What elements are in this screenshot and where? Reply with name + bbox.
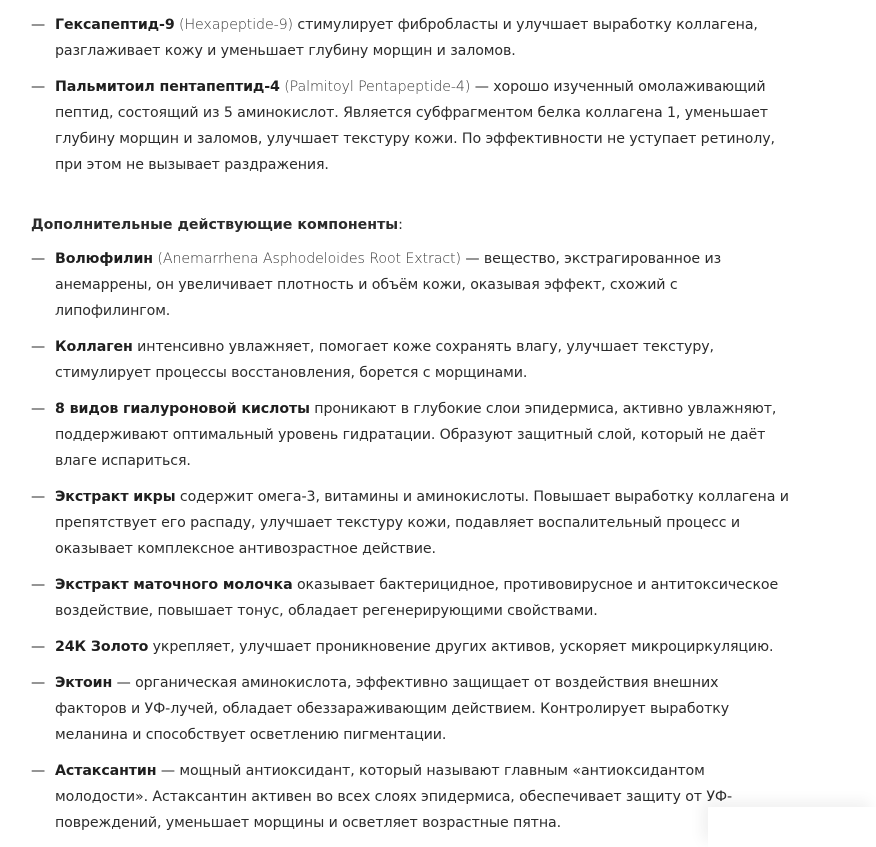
section-heading-colon: : — [398, 217, 403, 233]
list-dash: — — [31, 639, 46, 655]
list-dash: — — [31, 401, 46, 417]
list-item-gold — [31, 634, 791, 660]
list-dash: — — [31, 339, 46, 355]
list-item-collagen — [31, 334, 791, 386]
section-heading — [31, 212, 791, 238]
list-item-caviar — [31, 484, 791, 562]
item-name: Пальмитоил пентапептид-4 — [55, 79, 280, 95]
list-dash: — — [31, 17, 46, 33]
list-dash: — — [31, 675, 46, 691]
item-latin-name: (Palmitoyl Pentapeptide-4) — [284, 79, 471, 95]
item-name: Волюфилин — [55, 251, 153, 267]
list-item-astaxanthin — [31, 758, 791, 836]
list-dash: — — [31, 79, 46, 95]
item-name: 24К Золото — [55, 639, 149, 655]
item-description: проникают в глубокие слои эпидермиса, активно увлажняют, поддерживают оптимальный уровень гидратации. Образуют защитный слой, который не даёт влаге испариться. — [55, 401, 777, 469]
corner-overlay — [708, 807, 876, 847]
list-item-volufiline — [31, 246, 791, 324]
list-dash: — — [31, 251, 46, 267]
item-description: интенсивно увлажняет, помогает коже сохранять влагу, улучшает текстуру, стимулирует процессы восстановления, борется с морщинами. — [55, 339, 714, 381]
item-latin-name: (Hexapeptide-9) — [179, 17, 293, 33]
list-dash: — — [31, 489, 46, 505]
list-dash: — — [31, 763, 46, 779]
item-description: — мощный антиоксидант, который называют главным «антиоксидантом молодости». Астаксантин активен во всех слоях эпидермиса, обеспечивает защиту от УФ-повреждений, уменьшает морщины и осветляет возрастные пятна. — [55, 763, 733, 831]
list-item-hexapeptide — [31, 12, 791, 64]
item-latin-name: (Anemarrhena Asphodeloides Root Extract) — [157, 251, 461, 267]
section-heading-text: Дополнительные действующие компоненты — [31, 217, 399, 233]
item-name: Коллаген — [55, 339, 133, 355]
item-name: Экстракт икры — [55, 489, 176, 505]
item-description: — вещество, экстрагированное из анемаррены, он увеличивает плотность и объём кожи, оказывая эффект, схожий с липофилингом. — [55, 251, 722, 319]
item-description: содержит омега-3, витамины и аминокислоты. Повышает выработку коллагена и препятствует его распаду, улучшает текстуру кожи, подавляет воспалительный процесс и оказывает комплексное антивозрастное действие. — [55, 489, 789, 557]
item-description: стимулирует фибробласты и улучшает выработку коллагена, разглаживает кожу и уменьшает глубину морщин и заломов. — [55, 17, 758, 59]
article-body — [31, 12, 791, 846]
list-item-ectoin — [31, 670, 791, 748]
item-description: оказывает бактерицидное, противовирусное и антитоксическое воздействие, повышает тонус, обладает регенерирующими свойствами. — [55, 577, 779, 619]
list-item-hyaluronic — [31, 396, 791, 474]
list-item-royal-jelly — [31, 572, 791, 624]
item-name: 8 видов гиалуроновой кислоты — [55, 401, 310, 417]
item-name: Экстракт маточного молочка — [55, 577, 293, 593]
item-name: Эктоин — [55, 675, 113, 691]
item-name: Астаксантин — [55, 763, 157, 779]
item-description: — органическая аминокислота, эффективно защищает от воздействия внешних факторов и УФ-лучей, обладает обеззараживающим действием. Контролирует выработку меланина и способствует осветлению пигментации. — [55, 675, 730, 743]
item-description: укрепляет, улучшает проникновение других активов, ускоряет микроциркуляцию. — [148, 639, 774, 655]
list-item-palmitoyl — [31, 74, 791, 178]
item-name: Гексапептид-9 — [55, 17, 175, 33]
list-dash: — — [31, 577, 46, 593]
item-description: — хорошо изученный омолаживающий пептид, состоящий из 5 аминокислот. Является субфрагментом белка коллагена 1, уменьшает глубину морщин и заломов, улучшает текстуру кожи. По эффективности не уступает ретинолу, при этом не вызывает раздражения. — [55, 79, 775, 173]
